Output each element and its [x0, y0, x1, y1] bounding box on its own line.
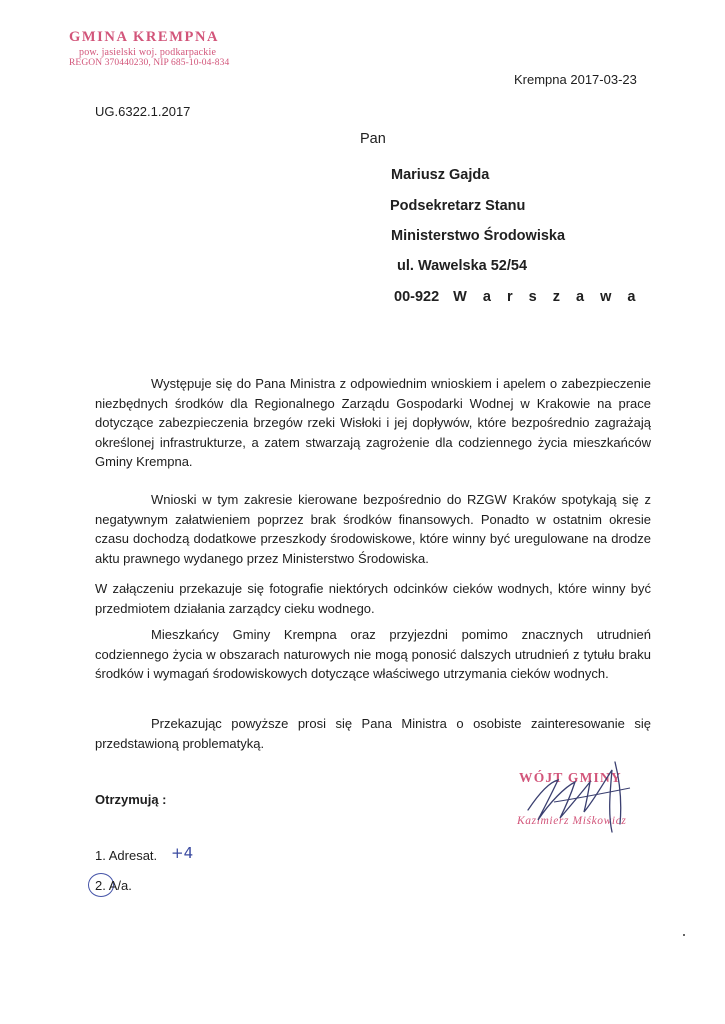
body-paragraph-1: Występuje się do Pana Ministra z odpowiednim wnioskiem i apelem o zabezpieczenie niezbędnych środków dla Regionalnego Zarządu Gospodarki Wodnej w Krakowie na prace dotyczące zabezpieczenia brzegów rzeki Wisłoki i jej dopływów, które bezpośrednio zagrażają określonej infrastrukturze, a zatem stwarzają zagrożenie dla codziennego życia mieszkańców Gminy Krempna. — [95, 376, 651, 469]
addressee-salutation: Pan — [360, 131, 386, 147]
stamp-registry: REGON 370440230, NIP 685-10-04-834 — [69, 58, 230, 68]
addressee-city: W a r s z a w a — [453, 289, 642, 305]
body-paragraph-3: W załączeniu przekazuje się fotografie niektórych odcinków cieków wodnych, które winny być przedmiotem działania zarządcy cieku wodnego. — [95, 581, 651, 616]
municipality-stamp — [66, 29, 229, 68]
official-seal: WÓJT GMINY — [519, 770, 622, 785]
stamp-name: GMINA KREMPNA — [69, 29, 220, 45]
letter-date: Krempna 2017-03-23 — [514, 72, 637, 87]
handwritten-signature — [520, 752, 670, 842]
recipient-item: 2. A/a. — [95, 878, 132, 893]
addressee-postal-line — [394, 289, 641, 305]
addressee-title: Podsekretarz Stanu — [390, 198, 526, 214]
page-speck — [683, 934, 685, 936]
body-paragraph-5: Przekazując powyższe prosi się Pana Ministra o osobiste zainteresowanie się przedstawioną problematyką. — [95, 716, 651, 751]
signer-name: Kazimierz Miśkowicz — [517, 815, 627, 827]
body-paragraph-4: Mieszkańcy Gminy Krempna oraz przyjezdni pomimo znacznych utrudnień codziennego życia w obszarach naturowych nie mogą ponosić dalszych utrudnień z tytułu braku środków i wymagań środowiskowych dotyczące właściwego utrzymania cieków wodnych. — [95, 627, 651, 681]
handwritten-note: +4 — [171, 844, 194, 862]
addressee-street: ul. Wawelska 52/54 — [397, 258, 528, 274]
stamp-district: pow. jasielski woj. podkarpackie — [79, 47, 217, 58]
addressee-postcode: 00-922 — [394, 289, 440, 305]
recipients-heading: Otrzymują : — [95, 792, 167, 807]
addressee-ministry: Ministerstwo Środowiska — [391, 228, 566, 244]
recipient-item: 1. Adresat. — [95, 848, 158, 863]
addressee-name: Mariusz Gajda — [391, 167, 490, 183]
reference-number: UG.6322.1.2017 — [95, 104, 191, 119]
body-paragraph-2: Wnioski w tym zakresie kierowane bezpośrednio do RZGW Kraków spotykają się z negatywnym załatwieniem poprzez brak środków finansowych. Ponadto w ostatnim okresie czasu dochodzą dodatkowe przeszkody środowiskowe, które winny być uregulowane na drodze aktu prawnego wydanego przez Ministerstwo Środowiska. — [95, 492, 651, 566]
